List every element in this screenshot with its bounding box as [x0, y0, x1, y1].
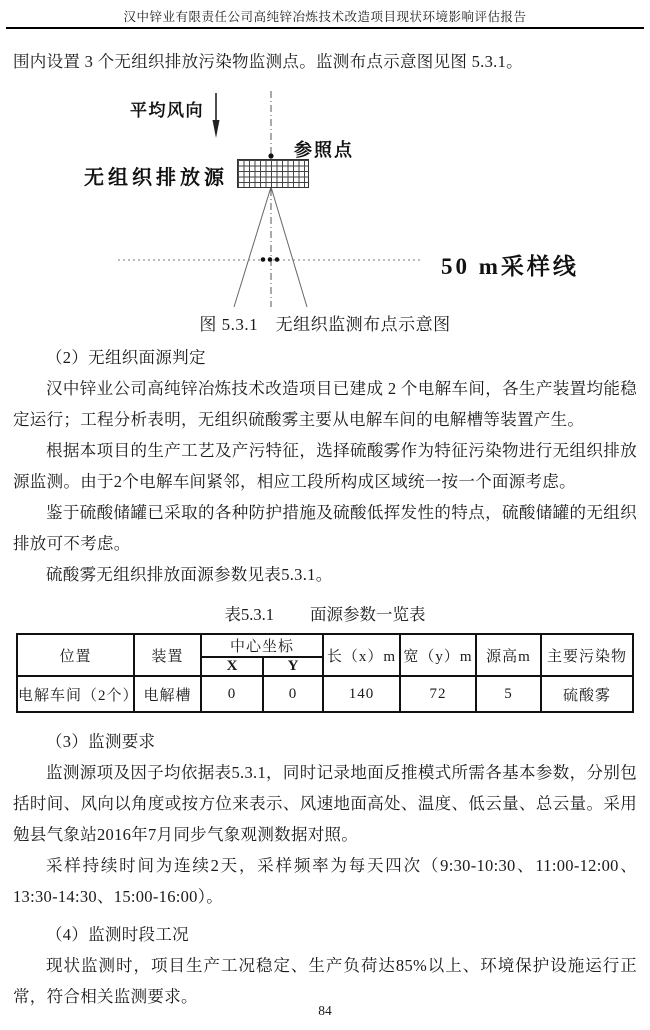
cell-device: 电解槽 [134, 676, 201, 712]
header-width: 宽（y）m [400, 634, 476, 676]
section4-paragraph-1: 现状监测时，项目生产工况稳定、生产负荷达85%以上、环境保护设施运行正常，符合相关监测要求。 [13, 956, 637, 1006]
section3-heading: （3）监测要求 [46, 732, 156, 751]
sampling-line-label: 50 m采样线 [441, 254, 579, 279]
page-number: 84 [318, 1003, 332, 1018]
header-device: 装置 [134, 634, 201, 676]
section3-paragraph-1: 监测源项及因子均依据表5.3.1，同时记录地面反推模式所需各基本参数，分别包括时间、风向以角度或按方位来表示、风速地面高处、温度、低云量、总云量。采用勉县气象站2016年7月同步气象观测数据对照。 [13, 763, 637, 844]
monitoring-layout-diagram [13, 91, 637, 309]
cell-location: 电解车间（2个） [17, 676, 134, 712]
reference-point-label: 参照点 [294, 140, 354, 160]
document-body [0, 46, 650, 1012]
header-x: X [201, 657, 263, 676]
area-source-parameters-table [16, 633, 634, 713]
cell-y: 0 [263, 676, 323, 712]
reference-point-dot [268, 153, 273, 158]
header-location: 位置 [17, 634, 134, 676]
table-title-number: 表5.3.1 [224, 605, 274, 624]
cell-source-height: 5 [476, 676, 541, 712]
figure-caption: 图 5.3.1 无组织监测布点示意图 [199, 315, 451, 334]
emission-source-label: 无组织排放源 [84, 167, 228, 189]
header-center-coordinates: 中心坐标 [201, 634, 323, 657]
monitor-point-dots [261, 257, 280, 262]
table-title-text: 面源参数一览表 [310, 605, 426, 624]
cell-width: 72 [400, 676, 476, 712]
intro-paragraph: 围内设置 3 个无组织排放污染物监测点。监测布点示意图见图 5.3.1。 [13, 52, 523, 71]
section3-paragraph-2: 采样持续时间为连续2天，采样频率为每天四次（9:30-10:30、11:00-12:00、13:30-14:30、15:00-16:00）。 [13, 856, 637, 906]
cell-pollutant: 硫酸雾 [541, 676, 633, 712]
section2-paragraph-3: 鉴于硫酸储罐已采取的各种防护措施及硫酸低挥发性的特点，硫酸储罐的无组织排放可不考虑。 [13, 503, 637, 553]
cell-x: 0 [201, 676, 263, 712]
section2-paragraph-1: 汉中锌业公司高纯锌冶炼技术改造项目已建成 2 个电解车间，各生产装置均能稳定运行；工程分析表明，无组织硫酸雾主要从电解车间的电解槽等装置产生。 [13, 379, 637, 429]
table-title [13, 602, 637, 628]
header-source-height: 源高m [476, 634, 541, 676]
emission-source-hatched-rect [237, 159, 309, 188]
table-row [17, 676, 633, 712]
header-y: Y [263, 657, 323, 676]
section2-heading: （2）无组织面源判定 [46, 348, 206, 367]
section2-paragraph-4: 硫酸雾无组织排放面源参数见表5.3.1。 [46, 565, 333, 584]
header-length: 长（x）m [323, 634, 400, 676]
wind-direction-label: 平均风向 [130, 101, 204, 120]
cell-length: 140 [323, 676, 400, 712]
wind-arrow-icon [213, 93, 220, 138]
report-header-title: 汉中锌业有限责任公司高纯锌冶炼技术改造项目现状环境影响评估报告 [6, 0, 644, 29]
section2-paragraph-2: 根据本项目的生产工艺及产污特征，选择硫酸雾作为特征污染物进行无组织排放源监测。由于2个电解车间紧邻，相应工段所构成区域统一按一个面源考虑。 [13, 441, 637, 491]
section4-heading: （4）监测时段工况 [46, 925, 189, 944]
header-pollutant: 主要污染物 [541, 634, 633, 676]
